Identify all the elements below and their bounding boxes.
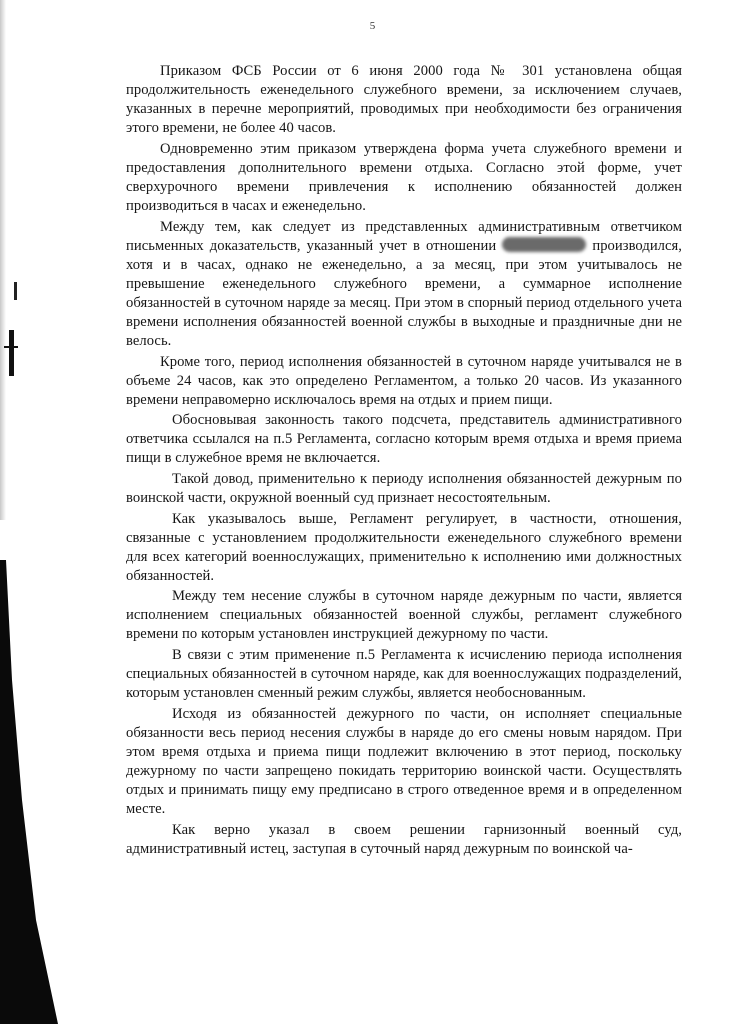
paragraph: Обосновывая законность такого подсчета, представитель административного ответчика ссылался на п.5 Регламента, согласно которым время отдыха и время приема пищи в служебное время не включается. <box>126 412 682 467</box>
paragraph: Такой довод, применительно к периоду исполнения обязанностей дежурным по воинской части, окружной военный суд признает несостоятельным. <box>126 470 682 507</box>
paragraph: Приказом ФСБ России от 6 июня 2000 года № 301 установлена общая продолжительность еженедельного служебного времени, за исключением случаев, указанных в перечне мероприятий, проводимых при необходимости без ограничения этого времени, не более 40 часов. <box>126 63 682 137</box>
paragraph: Исходя из обязанностей дежурного по части, он исполняет специальные обязанности весь период несения службы в наряде до его смены новым нарядом. При этом время отдыха и приема пищи подлежит включению в этот период, поскольку дежурному по части запрещено покидать территорию воинской части. Осуществлять отдых и принимать пищу ему предписано в строго отведенное время и в определенном месте. <box>126 705 682 818</box>
paragraph: В связи с этим применение п.5 Регламента к исчислению периода исполнения специальных обязанностей в суточном наряде, как для военнослужащих подразделений, которым установлен сменный режим службы, является необоснованным. <box>126 646 682 702</box>
scan-artifact <box>9 330 14 376</box>
redacted-name <box>502 237 586 252</box>
scan-artifact <box>14 282 17 300</box>
paragraph: Между тем несение службы в суточном наряде дежурным по части, является исполнением специальных обязанностей военной службы, регламент служебного времени по которым установлен инструкцией дежурному по части. <box>126 588 682 643</box>
scan-artifact <box>4 346 18 348</box>
scan-binding-edge <box>0 560 58 1024</box>
document-body <box>126 62 682 860</box>
paragraph: Кроме того, период исполнения обязанностей в суточном наряде учитывался не в объеме 24 часов, как это определено Регламентом, а только 20 часов. Из указанного времени неправомерно исключалось время на отдых и прием пищи. <box>126 353 682 408</box>
scan-edge-shadow <box>0 0 6 520</box>
paragraph: Одновременно этим приказом утверждена форма учета служебного времени и предоставления дополнительного времени отдыха. Согласно этой форме, учет сверхурочного времени привлечения к исполнению обязанностей должен производиться в часах и еженедельно. <box>126 140 682 215</box>
paragraph <box>126 218 682 352</box>
page-number: 5 <box>369 20 376 32</box>
paragraph-text: производился, хотя и в часах, однако не еженедельно, а за месяц, при этом учитывалось не превышение еженедельного служебного времени, а суммарное исполнение обязанностей в суточном наряде за месяц. При этом в спорный период отдельного учета времени исполнения обязанностей военной службы в выходные и праздничные дни не велось. <box>126 237 682 350</box>
paragraph-text: Между тем, как следует из представленных административным ответчиком письменных доказательств, указанный учет в отношении <box>126 218 682 254</box>
paragraph: Как верно указал в своем решении гарнизонный военный суд, административный истец, заступая в суточный наряд дежурным по воинской ча- <box>126 821 682 857</box>
paragraph: Как указывалось выше, Регламент регулирует, в частности, отношения, связанные с установлением продолжительности еженедельного служебного времени для всех категорий военнослужащих, применительно к исполнению ими должностных обязанностей. <box>126 510 682 584</box>
